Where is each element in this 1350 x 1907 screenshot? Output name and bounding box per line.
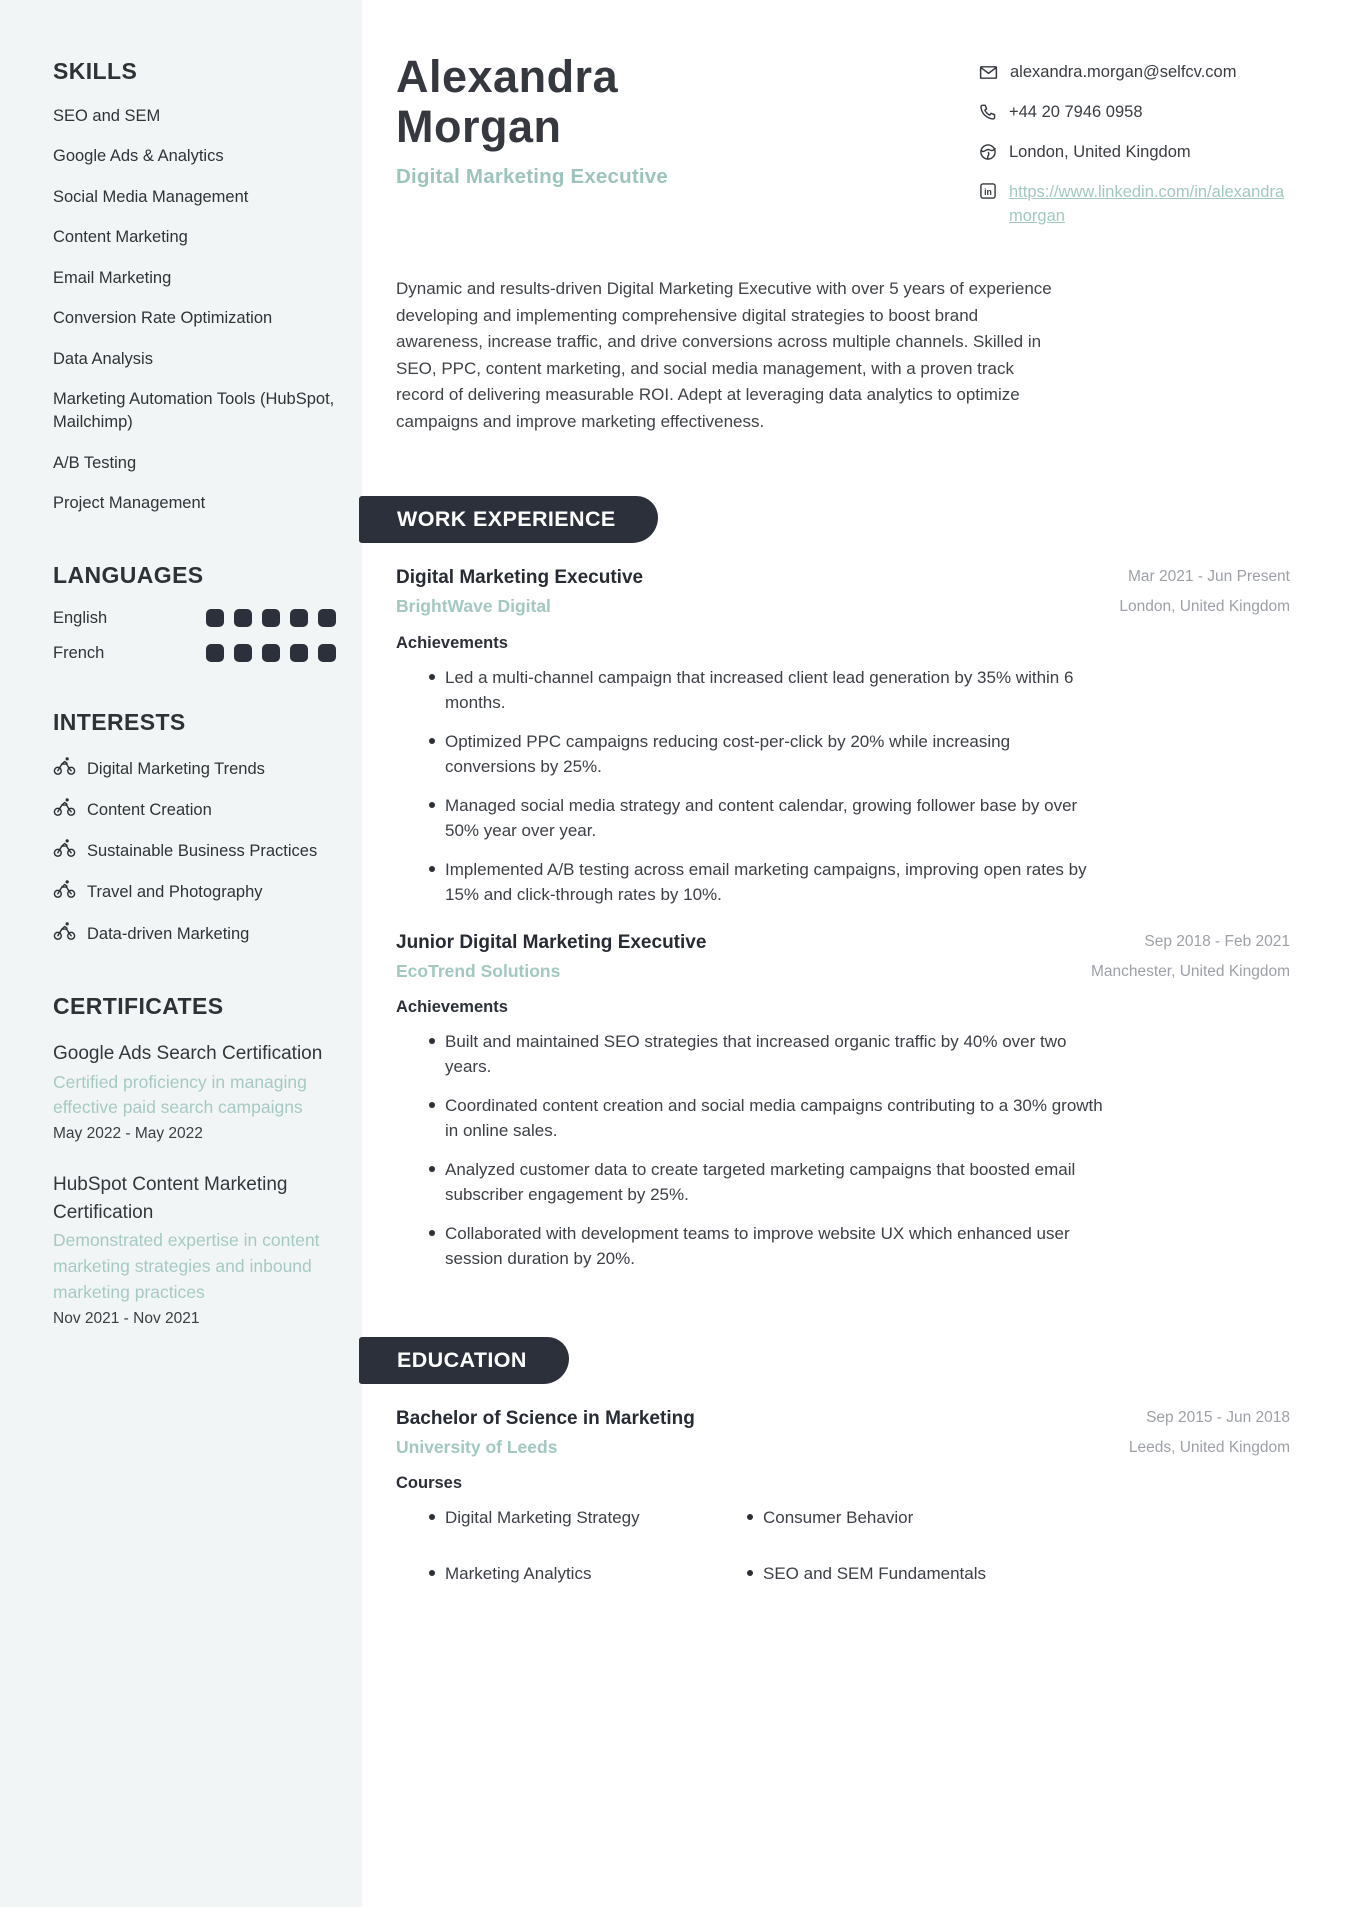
header [396, 52, 1290, 242]
achievement-item: Led a multi-channel campaign that increased client lead generation by 35% within 6 months. [396, 665, 1105, 716]
linkedin-icon [978, 181, 998, 207]
main-content [396, 0, 1290, 1586]
education-location: Leeds, United Kingdom [1128, 1438, 1290, 1456]
degree-title: Bachelor of Science in Marketing [396, 1407, 695, 1429]
level-dot [290, 609, 308, 627]
phone-icon [978, 102, 998, 128]
certificate-description: Demonstrated expertise in content marketing strategies and inbound marketing practices [53, 1230, 320, 1303]
cyclist-icon [53, 879, 76, 905]
languages-heading: LANGUAGES [53, 561, 204, 588]
achievement-item: Optimized PPC campaigns reducing cost-per-click by 20% while increasing conversions by 25%. [396, 729, 1105, 780]
job-location: London, United Kingdom [1119, 598, 1290, 616]
job-location: Manchester, United Kingdom [1090, 962, 1290, 980]
interest-label: Travel and Photography [87, 883, 263, 902]
level-dot [290, 644, 308, 662]
level-dot [318, 609, 336, 627]
education-dates: Sep 2015 - Jun 2018 [1146, 1408, 1290, 1426]
work-experience-section-badge: WORK EXPERIENCE [359, 496, 658, 543]
svg-text:in: in [984, 187, 992, 198]
achievements-list [396, 665, 1290, 908]
education-entry-head [396, 1408, 1290, 1458]
job-dates: Mar 2021 - Jun Present [1128, 568, 1290, 586]
interest-item [53, 879, 323, 905]
certificates-heading: CERTIFICATES [53, 992, 224, 1019]
achievements-label: Achievements [396, 997, 508, 1016]
job-dates: Sep 2018 - Feb 2021 [1144, 932, 1290, 950]
skill-item: Conversion Rate Optimization [53, 309, 273, 328]
skill-item: Social Media Management [53, 187, 249, 206]
language-name: French [53, 643, 105, 662]
level-dot [206, 609, 224, 627]
sidebar [0, 0, 362, 1907]
jobs-list [396, 567, 1290, 1272]
skill-item: Content Marketing [53, 228, 188, 247]
skills-section [53, 58, 336, 516]
linkedin-link[interactable]: https://www.linkedin.com/in/alexandramorgan [1009, 183, 1285, 226]
achievement-item: Analyzed customer data to create targeted marketing campaigns that boosted email subscriber engagement by 25%. [396, 1157, 1105, 1208]
job-entry-head [396, 932, 1290, 982]
contact-phone-row [978, 102, 1290, 128]
education-section-badge: EDUCATION [359, 1337, 569, 1384]
contact-location-row [978, 142, 1290, 168]
email-text: alexandra.morgan@selfcv.com [1010, 63, 1237, 81]
job-title: Digital Marketing Executive [396, 567, 644, 589]
achievements-list [396, 1029, 1290, 1272]
first-name: Alexandra [396, 51, 619, 102]
course-item: Marketing Analytics [396, 1561, 714, 1587]
skills-heading: SKILLS [53, 58, 138, 84]
interest-item [53, 838, 323, 864]
job-title: Junior Digital Marketing Executive [396, 931, 707, 953]
job-entry-head [396, 567, 1290, 617]
phone-text: +44 20 7946 0958 [1009, 103, 1143, 122]
achievement-item: Implemented A/B testing across email marketing campaigns, improving open rates by 15% and click-through rates by 10%. [396, 857, 1105, 908]
skill-item: Data Analysis [53, 349, 153, 368]
level-dot [262, 644, 280, 662]
level-dot [234, 644, 252, 662]
language-row [53, 644, 336, 663]
skill-item: Project Management [53, 494, 206, 513]
headline-title: Digital Marketing Executive [396, 164, 668, 188]
skill-item: Email Marketing [53, 268, 172, 287]
language-name: English [53, 608, 108, 627]
full-name [396, 52, 668, 153]
course-item: Consumer Behavior [714, 1505, 1290, 1531]
company-name: BrightWave Digital [396, 596, 551, 617]
certificate-dates: May 2022 - May 2022 [53, 1125, 203, 1143]
cyclist-icon [53, 921, 76, 947]
certificates-section [53, 993, 336, 1328]
job-entry [396, 567, 1290, 907]
certificate-item [53, 1171, 336, 1328]
name-block [396, 52, 668, 189]
achievements-label: Achievements [396, 633, 508, 652]
languages-list [53, 609, 336, 663]
skill-item: Google Ads & Analytics [53, 147, 224, 166]
cyclist-icon [53, 797, 76, 823]
language-level [196, 644, 336, 662]
contact-linkedin-row [978, 181, 1290, 229]
certificate-dates: Nov 2021 - Nov 2021 [53, 1310, 200, 1328]
certificate-item [53, 1040, 336, 1143]
envelope-icon [978, 62, 999, 89]
skill-item: SEO and SEM [53, 107, 161, 125]
interests-list [53, 756, 336, 947]
certificate-title: Google Ads Search Certification [53, 1042, 323, 1064]
level-dot [234, 609, 252, 627]
skill-item: Marketing Automation Tools (HubSpot, Mailchimp) [53, 389, 335, 432]
certificate-title: HubSpot Content Marketing Certification [53, 1174, 288, 1223]
interest-label: Sustainable Business Practices [87, 842, 318, 861]
courses-list [396, 1505, 1290, 1586]
last-name: Morgan [396, 101, 562, 153]
level-dot [206, 644, 224, 662]
location-text: London, United Kingdom [1009, 142, 1191, 161]
interests-section [53, 709, 336, 947]
achievement-item: Collaborated with development teams to improve website UX which enhanced user session duration by 20%. [396, 1221, 1105, 1272]
skills-list [53, 105, 336, 516]
job-entry [396, 932, 1290, 1272]
course-item: Digital Marketing Strategy [396, 1505, 714, 1531]
certificates-list [53, 1040, 336, 1328]
interest-item [53, 921, 323, 947]
company-name: EcoTrend Solutions [396, 960, 561, 981]
language-row [53, 609, 336, 628]
level-dot [262, 609, 280, 627]
achievement-item: Managed social media strategy and content calendar, growing follower base by over 50% year over year. [396, 793, 1105, 844]
language-level [196, 609, 336, 627]
interests-heading: INTERESTS [53, 708, 186, 735]
summary-paragraph: Dynamic and results-driven Digital Marketing Executive with over 5 years of experience developing and implementing comprehensive digital strategies to boost brand awareness, increase traffic, and drive conversions across multiple channels. Skilled in SEO, PPC, content marketing, and social media management, with a proven track record of delivering measurable ROI. Adept at leveraging data analytics to optimize campaigns and improve marketing effectiveness. [396, 279, 1052, 431]
course-item: SEO and SEM Fundamentals [714, 1561, 1290, 1587]
level-dot [318, 644, 336, 662]
interest-label: Data-driven Marketing [87, 924, 250, 943]
achievement-item: Coordinated content creation and social media campaigns contributing to a 30% growth in online sales. [396, 1093, 1105, 1144]
contact-block [978, 62, 1290, 242]
cyclist-icon [53, 838, 76, 864]
languages-section [53, 562, 336, 663]
interest-label: Digital Marketing Trends [87, 759, 265, 778]
school-name: University of Leeds [396, 1436, 558, 1457]
globe-icon [978, 142, 998, 168]
skill-item: A/B Testing [53, 453, 137, 472]
education-entry [396, 1408, 1290, 1586]
achievement-item: Built and maintained SEO strategies that increased organic traffic by 40% over two years. [396, 1029, 1105, 1080]
contact-email-row [978, 62, 1290, 89]
certificate-description: Certified proficiency in managing effective paid search campaigns [53, 1071, 307, 1118]
cyclist-icon [53, 756, 76, 782]
interest-item [53, 756, 323, 782]
interest-item [53, 797, 323, 823]
interest-label: Content Creation [87, 800, 212, 819]
courses-label: Courses [396, 1474, 463, 1493]
